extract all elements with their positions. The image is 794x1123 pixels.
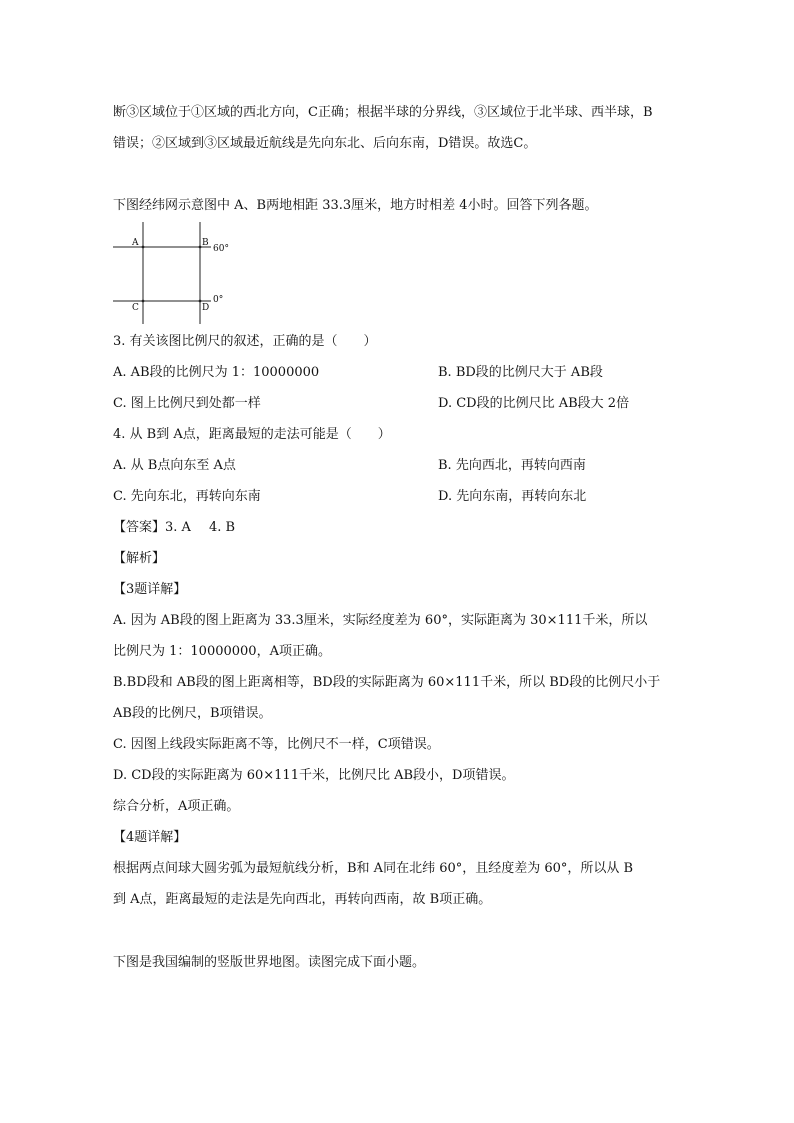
q4-option-c: C. 先向东北，再转向东南: [113, 489, 261, 504]
q3-analysis-line-5: C. 因图上线段实际距离不等，比例尺不一样，C项错误。: [113, 737, 440, 752]
point-c-marker: [142, 300, 145, 303]
q3-option-a: A. AB段的比例尺为 1：10000000: [113, 365, 320, 380]
q3-analysis-line-2: 比例尺为 1：10000000，A项正确。: [113, 644, 331, 659]
q3-analysis-line-7: 综合分析，A项正确。: [113, 799, 240, 814]
q3-analysis-line-1: A. 因为 AB段的图上距离为 33.3厘米，实际经度差为 60°，实际距离为 30×111千米，所以: [113, 613, 648, 628]
point-b-marker: [199, 246, 202, 249]
q4-stem: 4. 从 B到 A点，距离最短的走法可能是（ ）: [113, 427, 391, 442]
lat-lon-grid-figure: [113, 222, 243, 324]
label-lat-0: 0°: [213, 295, 224, 305]
label-lat-60: 60°: [213, 244, 229, 254]
q4-option-d: D. 先向东南，再转向东北: [438, 489, 587, 504]
point-d-marker: [199, 300, 202, 303]
intro-line-2: 错误；②区域到③区域最近航线是先向东北、后向东南，D错误。故选C。: [113, 136, 537, 151]
q4-analysis-title: 【4题详解】: [113, 830, 187, 845]
answer-label: 【答案】: [113, 520, 166, 535]
q3-option-c: C. 图上比例尺到处都一样: [113, 396, 261, 411]
section1-stem: 下图经纬网示意图中 A、B两地相距 33.3厘米，地方时相差 4小时。回答下列各题。: [113, 198, 598, 213]
answer-q3: 3. A: [165, 520, 191, 535]
label-a: A: [132, 238, 139, 248]
section2-stem: 下图是我国编制的竖版世界地图。读图完成下面小题。: [113, 955, 426, 970]
point-a-marker: [142, 246, 145, 249]
q3-analysis-title: 【3题详解】: [113, 582, 187, 597]
answer-line: [113, 520, 235, 536]
intro-line-1: 断③区域位于①区域的西北方向，C正确；根据半球的分界线，③区域位于北半球、西半球，B: [113, 105, 653, 120]
q3-analysis-line-6: D. CD段的实际距离为 60×111千米，比例尺比 AB段小，D项错误。: [113, 768, 515, 783]
q4-analysis-line-2: 到 A点，距离最短的走法是先向西北，再转向西南，故 B项正确。: [113, 892, 492, 907]
q4-option-b: B. 先向西北，再转向西南: [438, 458, 586, 473]
label-b: B: [202, 238, 209, 248]
analysis-title: 【解析】: [113, 551, 166, 566]
q4-option-a: A. 从 B点向东至 A点: [113, 458, 236, 473]
label-d: D: [202, 303, 210, 313]
answer-q4: 4. B: [208, 520, 236, 535]
q3-stem: 3. 有关该图比例尺的叙述，正确的是（ ）: [113, 334, 377, 349]
q3-analysis-line-3: B.BD段和 AB段的图上距离相等，BD段的实际距离为 60×111千米，所以 BD段的比例尺小于: [113, 675, 661, 690]
q3-option-b: B. BD段的比例尺大于 AB段: [438, 365, 603, 380]
q4-analysis-line-1: 根据两点间球大圆劣弧为最短航线分析，B和 A同在北纬 60°，且经度差为 60°，所以从 B: [113, 861, 634, 876]
label-c: C: [132, 303, 139, 313]
q3-option-d: D. CD段的比例尺比 AB段大 2倍: [438, 396, 630, 411]
q3-analysis-line-4: AB段的比例尺，B项错误。: [113, 706, 272, 721]
